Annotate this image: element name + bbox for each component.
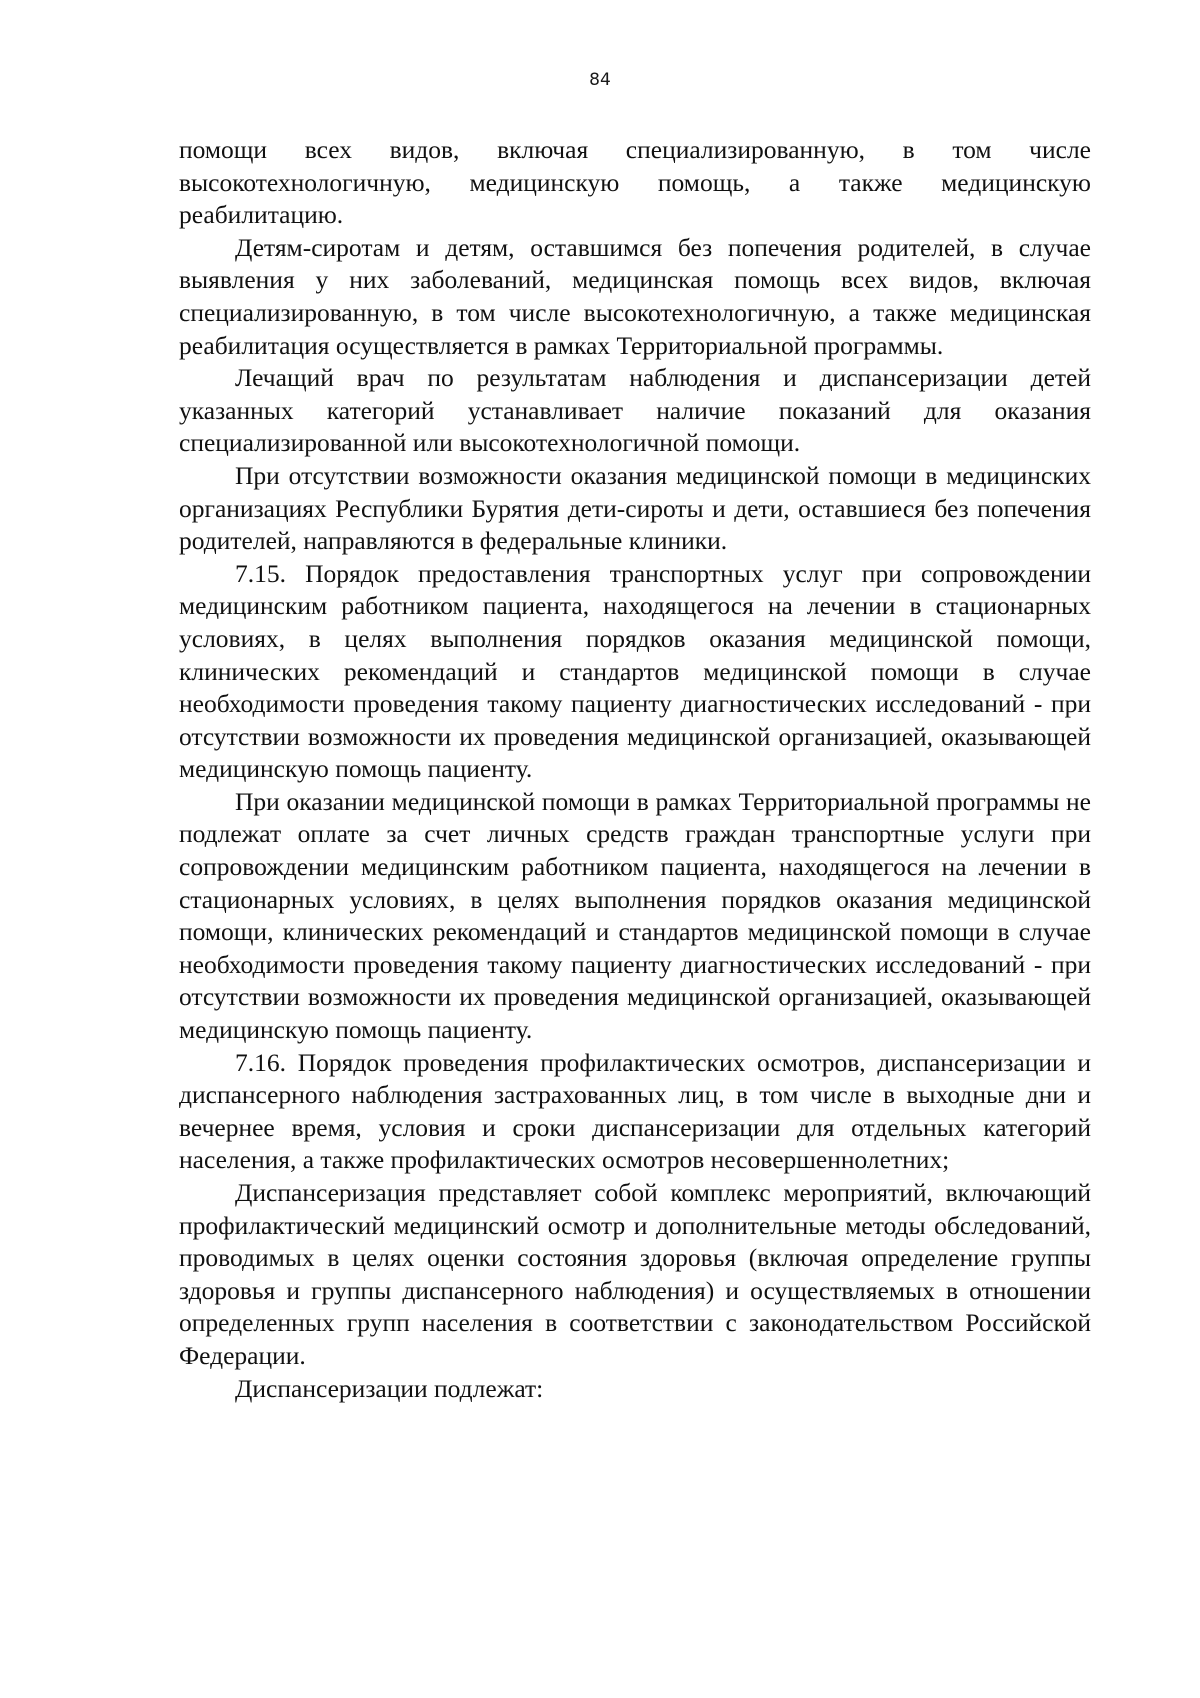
paragraph: Детям-сиротам и детям, оставшимся без попечения родителей, в случае выявления у них заболеваний, медицинская помощь всех видов, включая специализированную, в том числе высокотехнологичную, а также медицинская реабилитация осуществляется в рамках Территориальной программы. — [179, 232, 1091, 360]
paragraph: Лечащий врач по результатам наблюдения и диспансеризации детей указанных категорий устанавливает наличие показаний для оказания специализированной или высокотехнологичной помощи. — [179, 363, 1091, 458]
section-7-16-paragraph: 7.16. Порядок проведения профилактических осмотров, диспансеризации и диспансерного наблюдения застрахованных лиц, в том числе в выходные дни и вечернее время, условия и сроки диспансеризации для отдельных категорий населения, а также профилактических осмотров несовершеннолетних; — [179, 1047, 1091, 1175]
paragraph: При отсутствии возможности оказания медицинской помощи в медицинских организациях Республики Бурятия дети-сироты и дети, оставшиеся без попечения родителей, направляются в федеральные клиники. — [179, 460, 1091, 556]
paragraph: При оказании медицинской помощи в рамках Территориальной программы не подлежат оплате за счет личных средств граждан транспортные услуги при сопровождении медицинским работником пациента, находящегося на лечении в стационарных условиях, в целях выполнения порядков оказания медицинской помощи, клинических рекомендаций и стандартов медицинской помощи в случае необходимости проведения такому пациенту диагностических исследований - при отсутствии возможности их проведения медицинской организацией, оказывающей медицинскую помощь пациенту. — [179, 786, 1091, 1045]
paragraph: помощи всех видов, включая специализированную, в том числе высокотехнологичную, медицинскую помощь, а также медицинскую реабилитацию. — [179, 135, 1091, 230]
paragraph: Диспансеризации подлежат: — [235, 1373, 544, 1403]
document-body — [179, 134, 1091, 1405]
section-7-15-paragraph: 7.15. Порядок предоставления транспортных услуг при сопровождении медицинским работником пациента, находящегося на лечении в стационарных условиях, в целях выполнения порядков оказания медицинской помощи, клинических рекомендаций и стандартов медицинской помощи в случае необходимости проведения такому пациенту диагностических исследований - при отсутствии возможности их проведения медицинской организацией, оказывающей медицинскую помощь пациенту. — [179, 558, 1091, 784]
paragraph: Диспансеризация представляет собой комплекс мероприятий, включающий профилактический медицинский осмотр и дополнительные методы обследований, проводимых в целях оценки состояния здоровья (включая определение группы здоровья и группы диспансерного наблюдения) и осуществляемых в отношении определенных групп населения в соответствии с законодательством Российской Федерации. — [179, 1178, 1091, 1370]
page-number: 84 — [589, 70, 611, 90]
